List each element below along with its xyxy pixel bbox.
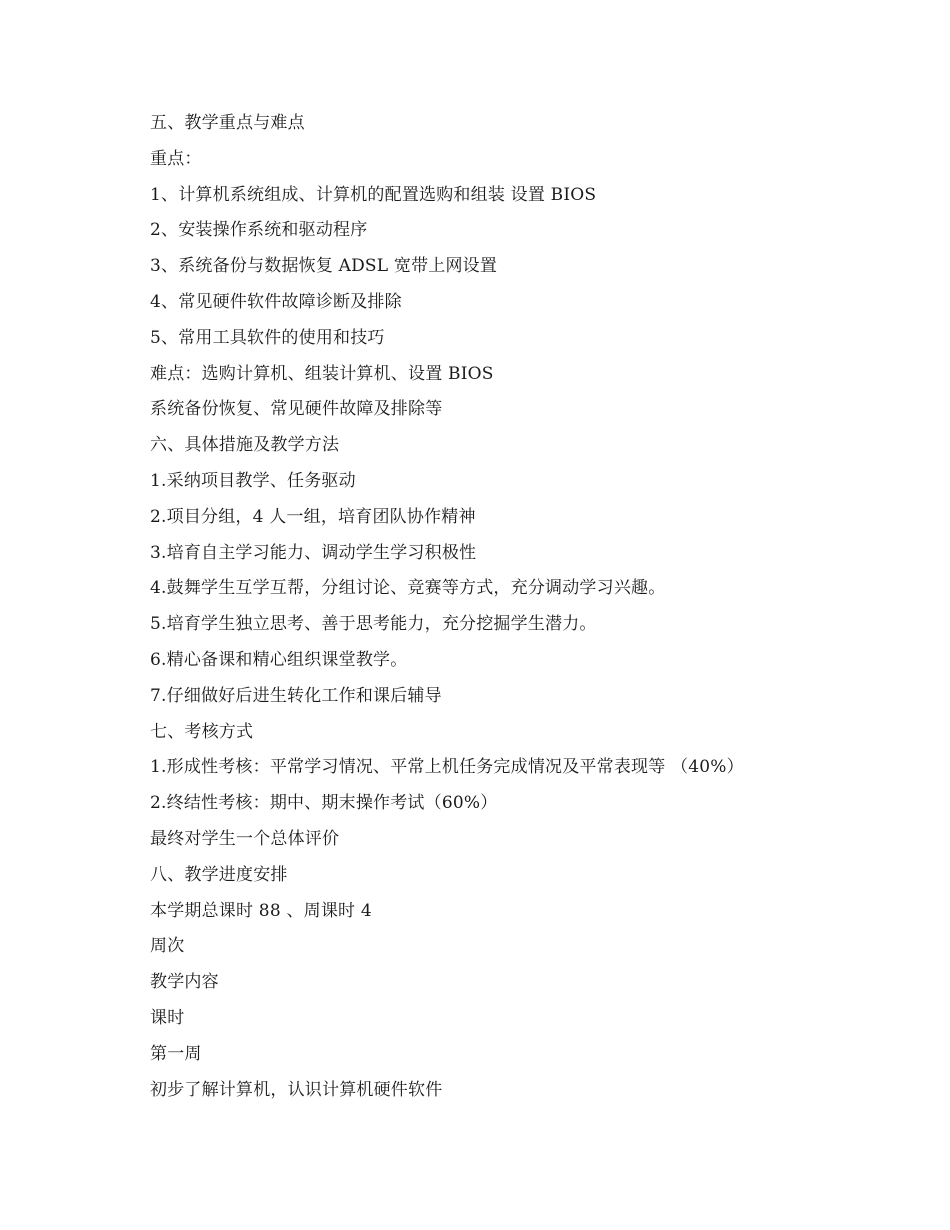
schedule-summary: 本学期总课时 88 、周课时 4 bbox=[150, 900, 372, 921]
table-header-hours: 课时 bbox=[150, 1007, 185, 1028]
document-body bbox=[150, 106, 890, 1108]
section-heading-5: 五、教学重点与难点 bbox=[150, 113, 305, 133]
method-item-3: 3.培育自主学习能力、调动学生学习积极性 bbox=[150, 542, 477, 563]
method-item-2: 2.项目分组，4 人一组，培育团队协作精神 bbox=[150, 506, 476, 527]
key-point-1: 1、计算机系统组成、计算机的配置选购和组装 设置 BIOS bbox=[150, 184, 597, 205]
method-item-5: 5.培育学生独立思考、善于思考能力，充分挖掘学生潜力。 bbox=[150, 614, 597, 635]
method-item-4: 4.鼓舞学生互学互帮，分组讨论、竞赛等方式，充分调动学习兴趣。 bbox=[150, 578, 666, 599]
key-point-2: 2、安装操作系统和驱动程序 bbox=[150, 220, 368, 241]
method-item-1: 1.采纳项目教学、任务驱动 bbox=[150, 470, 356, 491]
key-point-4: 4、常见硬件软件故障诊断及排除 bbox=[150, 291, 402, 312]
key-point-3: 3、系统备份与数据恢复 ADSL 宽带上网设置 bbox=[150, 256, 498, 277]
difficult-points-continued: 系统备份恢复、常见硬件故障及排除等 bbox=[150, 399, 443, 420]
section-heading-7: 七、考核方式 bbox=[150, 721, 254, 742]
assessment-item-2: 2.终结性考核：期中、期末操作考试（60%） bbox=[150, 793, 498, 814]
section-heading-6: 六、具体措施及教学方法 bbox=[150, 435, 340, 456]
key-points-label: 重点： bbox=[150, 148, 202, 169]
table-header-week: 周次 bbox=[150, 936, 185, 957]
table-cell-week-1: 第一周 bbox=[150, 1043, 202, 1064]
assessment-item-1: 1.形成性考核：平常学习情况、平常上机任务完成情况及平常表现等 （40%） bbox=[150, 757, 744, 778]
method-item-7: 7.仔细做好后进生转化工作和课后辅导 bbox=[150, 685, 442, 706]
table-header-content: 教学内容 bbox=[150, 972, 219, 993]
difficult-points: 难点：选购计算机、组装计算机、设置 BIOS bbox=[150, 363, 494, 384]
key-point-5: 5、常用工具软件的使用和技巧 bbox=[150, 327, 385, 348]
table-cell-content-1: 初步了解计算机，认识计算机硬件软件 bbox=[150, 1079, 443, 1100]
section-heading-8: 八、教学进度安排 bbox=[150, 864, 288, 885]
assessment-summary: 最终对学生一个总体评价 bbox=[150, 828, 340, 849]
method-item-6: 6.精心备课和精心组织课堂教学。 bbox=[150, 649, 408, 670]
